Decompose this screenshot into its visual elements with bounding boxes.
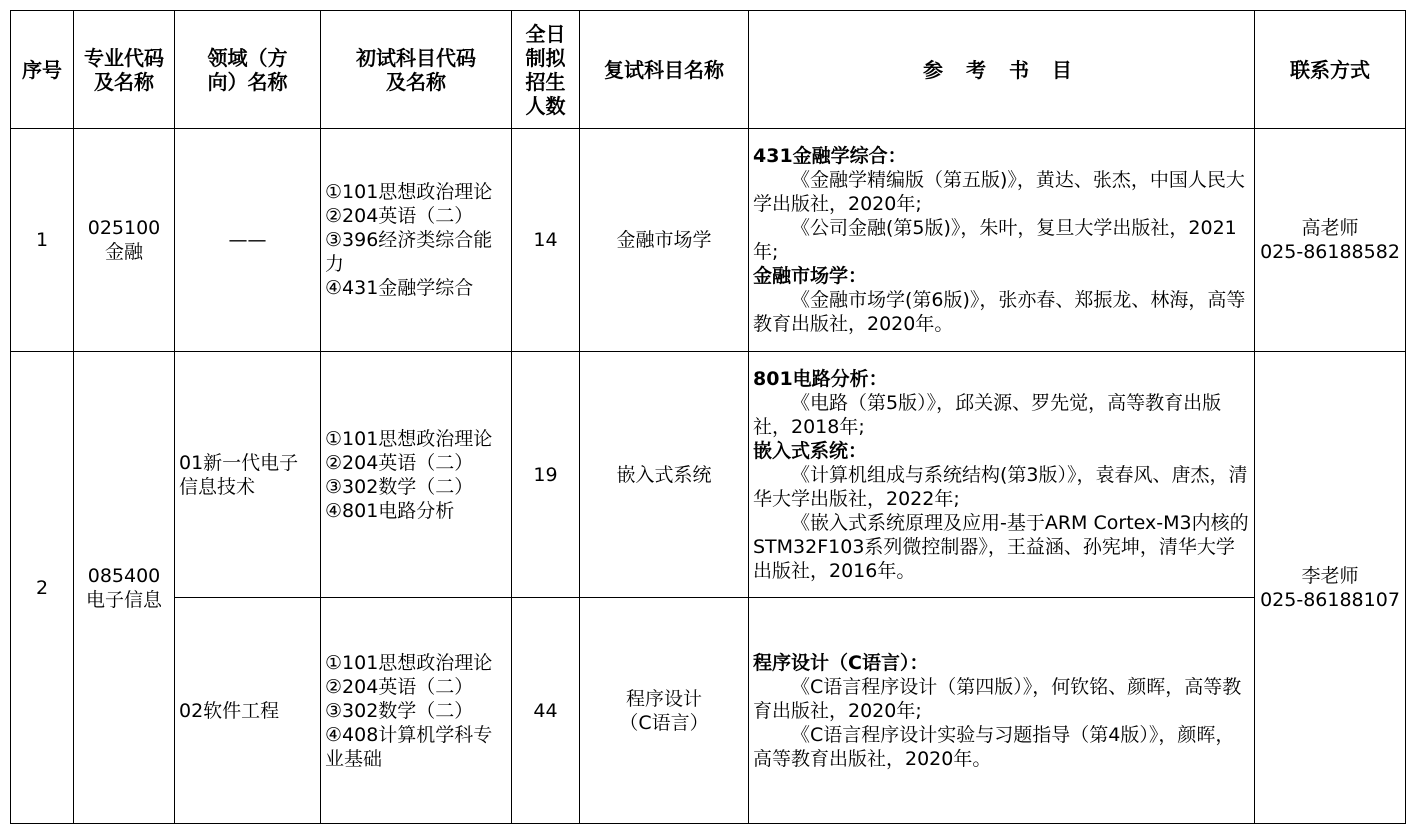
exam-subject: ④431金融学综合	[325, 277, 474, 299]
book-entry: 《电路（第5版）》，邱关源、罗先觉，高等教育出版社，2018年;	[753, 391, 1222, 438]
major-code: 085400	[87, 564, 161, 587]
major-name: 金融	[104, 241, 143, 263]
quota-cell: 14	[512, 129, 580, 352]
quota-cell: 19	[512, 352, 580, 598]
book-entry: 《嵌入式系统原理及应用-基于ARM Cortex-M3内核的STM32F103系列微控制器》，王益涵、孙宪坤，清华大学出版社，2016年。	[753, 511, 1249, 582]
header-exam-l2: 及名称	[386, 69, 446, 94]
header-quota-l4: 人数	[525, 93, 566, 118]
exam-cell	[321, 352, 512, 598]
book-entry: 《公司金融(第5版)》，朱叶，复旦大学出版社，2021年;	[753, 217, 1237, 263]
exam-subject: ②204英语（二）	[325, 205, 474, 227]
exam-cell	[321, 598, 512, 824]
exam-subject: ④801电路分析	[325, 499, 455, 522]
retest-name-suffix: （C语言）	[619, 711, 709, 734]
contact-phone: 025-86188582	[1260, 241, 1400, 263]
header-major-l1: 专业代码	[84, 45, 164, 70]
books-cell	[749, 352, 1255, 598]
field-cell	[175, 352, 321, 598]
header-exam	[321, 11, 512, 129]
exam-cell	[321, 129, 512, 352]
book-section-title: 嵌入式系统：	[753, 439, 868, 462]
contact-cell	[1255, 352, 1406, 824]
header-seq: 序号	[11, 11, 74, 129]
book-entry: 《金融学精编版（第五版)》，黄达、张杰，中国人民大学出版社，2020年;	[753, 169, 1245, 215]
contact-phone: 025-86188107	[1260, 588, 1400, 611]
retest-cell	[580, 352, 749, 598]
retest-name: 程序设计	[625, 687, 702, 710]
exam-subject: ①101思想政治理论	[325, 651, 493, 674]
major-cell	[74, 352, 175, 824]
field-name: ——	[228, 229, 267, 251]
table-row	[11, 598, 1406, 824]
book-section-title: 801电路分析：	[753, 367, 888, 390]
table-row	[11, 129, 1406, 352]
exam-subject: ③396经济类综合能力	[325, 229, 493, 275]
book-entry: 《金融市场学(第6版)》，张亦春、郑振龙、林海，高等教育出版社，2020年。	[753, 289, 1246, 335]
exam-subject: ③302数学（二）	[325, 699, 474, 722]
book-entry: 《C语言程序设计（第四版）》，何钦铭、颜晖，高等教育出版社，2020年;	[753, 675, 1242, 722]
seq-cell: 1	[11, 129, 74, 352]
header-contact: 联系方式	[1255, 11, 1406, 129]
book-section-title: 程序设计（C语言）：	[753, 651, 929, 674]
exam-subject: ①101思想政治理论	[325, 181, 493, 203]
major-cell	[74, 129, 175, 352]
quota-cell: 44	[512, 598, 580, 824]
field-cell	[175, 598, 321, 824]
exam-subject: ③302数学（二）	[325, 475, 474, 498]
field-name: 02软件工程	[179, 699, 280, 722]
exam-subject: ④408计算机学科专业基础	[325, 723, 493, 770]
contact-cell	[1255, 129, 1406, 352]
major-code: 025100	[87, 217, 161, 239]
header-field-l1: 领域（方	[207, 45, 288, 70]
header-quota-l2: 制拟	[525, 45, 566, 70]
book-section-title: 金融市场学：	[753, 265, 868, 287]
book-entry: 《计算机组成与系统结构(第3版）》，袁春风、唐杰，清华大学出版社，2022年;	[753, 463, 1248, 510]
retest-cell	[580, 598, 749, 824]
header-retest: 复试科目名称	[580, 11, 749, 129]
retest-name: 嵌入式系统	[616, 463, 712, 486]
header-quota-l1: 全日	[525, 21, 566, 46]
exam-subject: ②204英语（二）	[325, 675, 474, 698]
header-books: 参 考 书 目	[749, 11, 1255, 129]
header-field-l2: 向）名称	[207, 69, 288, 94]
header-major	[74, 11, 175, 129]
header-field	[175, 11, 321, 129]
header-major-l2: 及名称	[94, 69, 154, 94]
field-cell	[175, 129, 321, 352]
contact-person: 李老师	[1301, 564, 1359, 587]
header-quota	[512, 11, 580, 129]
header-quota-l3: 招生	[525, 69, 566, 94]
header-row	[11, 11, 1406, 129]
major-name: 电子信息	[85, 588, 162, 611]
header-exam-l1: 初试科目代码	[356, 45, 476, 70]
book-entry: 《C语言程序设计实验与习题指导（第4版）》，颜晖，高等教育出版社，2020年。	[753, 723, 1235, 770]
exam-subject: ①101思想政治理论	[325, 427, 493, 450]
retest-name: 金融市场学	[616, 229, 712, 251]
exam-subject: ②204英语（二）	[325, 451, 474, 474]
seq-cell: 2	[11, 352, 74, 824]
table-row	[11, 352, 1406, 598]
books-cell	[749, 598, 1255, 824]
book-section-title: 431金融学综合：	[753, 145, 907, 167]
field-name: 01新一代电子信息技术	[179, 451, 299, 498]
retest-cell	[580, 129, 749, 352]
contact-person: 高老师	[1301, 217, 1359, 239]
books-cell	[749, 129, 1255, 352]
admission-table	[10, 10, 1406, 824]
